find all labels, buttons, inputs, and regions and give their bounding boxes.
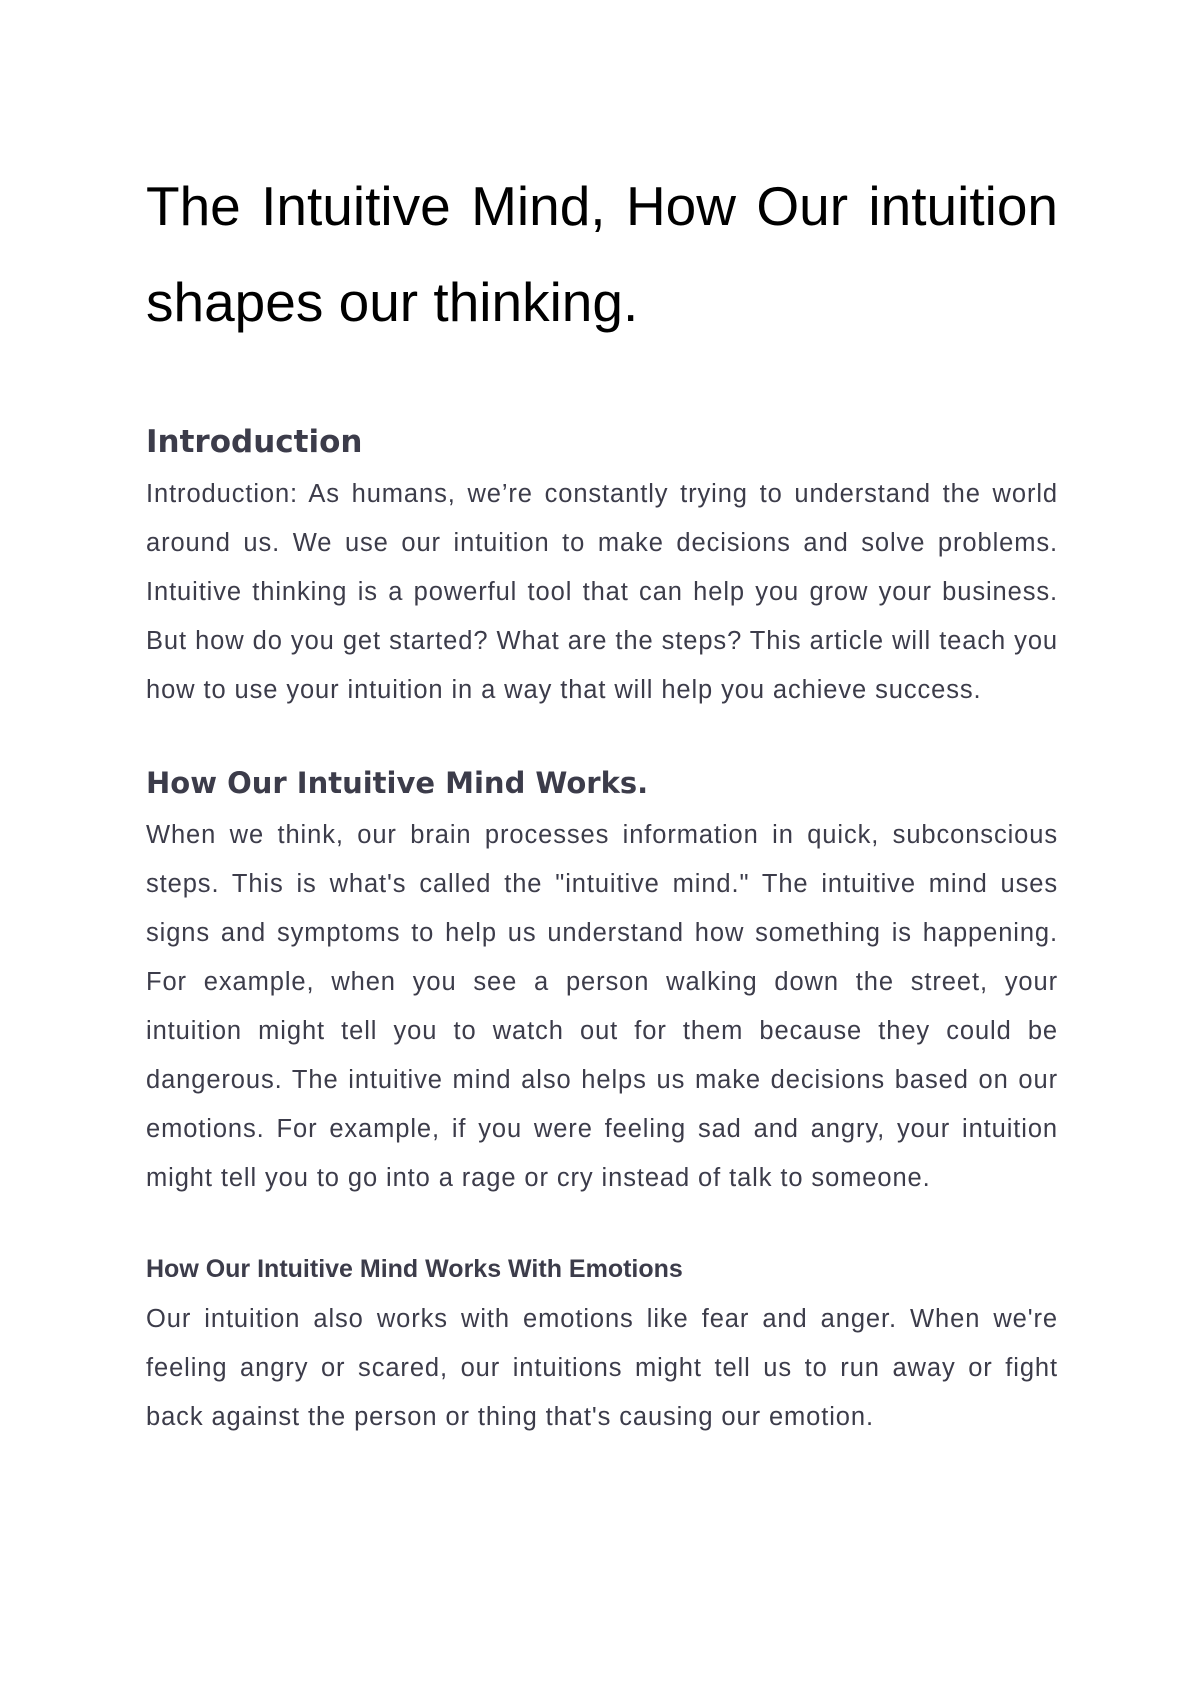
section-body-introduction: Introduction: As humans, we’re constantly trying to understand the world around us. We use our intuition to make decisions and solve problems. Intuitive thinking is a powerful tool that can help you grow your business. But how do you get started? What are the steps? This article will teach you how to use your intuition in a way that will help you achieve success. bbox=[146, 480, 1058, 704]
document-content bbox=[146, 158, 1058, 1442]
section-body-mind-works-with-emotions: Our intuition also works with emotions like fear and anger. When we're feeling angry or scared, our intuitions might tell us to run away or fight back against the person or thing that's causing our emotion. bbox=[146, 1305, 1058, 1431]
section-heading-introduction: Introduction bbox=[146, 424, 363, 460]
section-heading-mind-works-with-emotions: How Our Intuitive Mind Works With Emotions bbox=[146, 1255, 683, 1283]
section-heading-how-mind-works: How Our Intuitive Mind Works. bbox=[146, 766, 649, 800]
document-title: The Intuitive Mind, How Our intuition shapes our thinking. bbox=[146, 175, 1058, 333]
section-body-how-mind-works: When we think, our brain processes information in quick, subconscious steps. This is what's called the "intuitive mind." The intuitive mind uses signs and symptoms to help us understand how something is happening. For example, when you see a person walking down the street, your intuition might tell you to watch out for them because they could be dangerous. The intuitive mind also helps us make decisions based on our emotions. For example, if you were feeling sad and angry, your intuition might tell you to go into a rage or cry instead of talk to someone. bbox=[146, 821, 1058, 1192]
